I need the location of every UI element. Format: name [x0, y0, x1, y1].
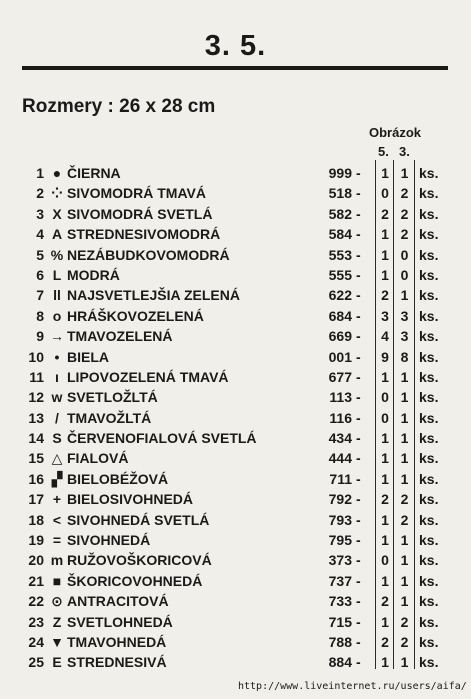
row-number: 22 [28, 593, 44, 610]
row-color-name: NAJSVETLEJŠIA ZELENÁ [67, 287, 240, 304]
table-row [0, 245, 471, 265]
row-unit: ks. [419, 389, 439, 406]
row-qty-5: 1 [381, 368, 389, 385]
row-number: 14 [28, 430, 44, 447]
row-dash: - [356, 307, 361, 324]
row-color-code: 001 [328, 348, 352, 365]
row-color-code: 553 [328, 246, 352, 263]
row-dash: - [356, 205, 361, 222]
row-symbol: < [52, 511, 62, 528]
table-row [0, 550, 471, 570]
row-symbol: ■ [52, 572, 62, 589]
row-color-code: 884 [328, 654, 352, 671]
table-row [0, 469, 471, 489]
row-qty-3: 1 [400, 409, 409, 426]
row-qty-5: 1 [381, 450, 389, 467]
table-row [0, 571, 471, 591]
table-row [0, 428, 471, 448]
row-qty-3: 1 [400, 572, 409, 589]
row-qty-3: 3 [400, 307, 409, 324]
row-symbol: A [51, 226, 63, 243]
row-unit: ks. [419, 633, 439, 650]
row-qty-5: 0 [381, 552, 389, 569]
row-dash: - [356, 328, 361, 345]
row-color-code: 788 [328, 633, 352, 650]
table-row [0, 183, 471, 203]
row-symbol: X [52, 205, 62, 222]
row-unit: ks. [419, 613, 439, 630]
row-unit: ks. [419, 328, 439, 345]
row-number: 9 [36, 328, 44, 345]
row-number: 7 [36, 287, 44, 304]
row-dash: - [356, 389, 361, 406]
row-unit: ks. [419, 552, 439, 569]
row-color-code: 792 [328, 491, 352, 508]
row-qty-5: 1 [381, 613, 389, 630]
row-number: 20 [28, 552, 44, 569]
row-dash: - [356, 470, 361, 487]
table-row [0, 530, 471, 550]
row-symbol: / [55, 409, 59, 426]
row-color-name: BIELOSIVOHNEDÁ [67, 491, 194, 508]
row-qty-3: 1 [400, 430, 409, 447]
row-color-name: MODRÁ [67, 266, 120, 283]
row-qty-5: 1 [381, 572, 389, 589]
row-color-code: 737 [328, 572, 352, 589]
row-color-code: 999 [328, 165, 352, 181]
row-color-code: 373 [328, 552, 352, 569]
table-row [0, 489, 471, 509]
row-color-name: ANTRACITOVÁ [67, 593, 169, 610]
row-number: 16 [28, 470, 44, 487]
row-color-code: 584 [328, 226, 352, 243]
row-number: 4 [36, 226, 44, 243]
row-color-name: SIVOHNEDÁ SVETLÁ [67, 511, 210, 528]
row-qty-5: 2 [381, 205, 389, 222]
row-color-name: LIPOVOZELENÁ TMAVÁ [67, 368, 229, 385]
dimensions-value: 26 x 28 cm [119, 96, 216, 117]
row-number: 15 [28, 450, 44, 467]
column-header-3: 3. [399, 144, 410, 159]
row-qty-3: 2 [400, 633, 409, 650]
row-dash: - [356, 348, 361, 365]
row-qty-5: 9 [381, 348, 389, 365]
row-symbol: = [52, 532, 62, 549]
row-number: 5 [36, 246, 44, 263]
column-group-header: Obrázok [369, 125, 422, 140]
row-qty-3: 1 [400, 532, 409, 549]
row-color-code: 622 [328, 287, 352, 304]
row-symbol: % [50, 246, 64, 263]
row-unit: ks. [419, 368, 439, 385]
title-rule [22, 66, 448, 70]
row-qty-5: 2 [381, 287, 389, 304]
row-dash: - [356, 654, 361, 671]
table-row [0, 408, 471, 428]
row-qty-5: 0 [381, 389, 389, 406]
row-symbol: △ [51, 450, 63, 467]
row-symbol: + [52, 491, 62, 508]
row-symbol: → [50, 328, 64, 345]
row-dash: - [356, 287, 361, 304]
row-dash: - [356, 368, 361, 385]
row-number: 10 [28, 348, 44, 365]
row-symbol: ▞ [51, 470, 63, 487]
row-number: 6 [36, 266, 44, 283]
row-symbol: ı [55, 368, 59, 385]
row-dash: - [356, 633, 361, 650]
row-qty-3: 0 [400, 266, 409, 283]
row-qty-3: 1 [400, 287, 409, 304]
row-qty-3: 3 [400, 328, 409, 345]
row-qty-5: 1 [381, 246, 389, 263]
row-qty-5: 2 [381, 491, 389, 508]
row-unit: ks. [419, 511, 439, 528]
table-row [0, 224, 471, 244]
row-number: 21 [28, 572, 44, 589]
row-color-code: 711 [329, 470, 352, 487]
row-color-name: SVETLOHNEDÁ [67, 613, 173, 630]
row-color-name: HRÁŠKOVOZELENÁ [67, 307, 204, 324]
row-unit: ks. [419, 348, 439, 365]
row-color-name: ČIERNA [67, 165, 121, 181]
row-dash: - [356, 511, 361, 528]
row-symbol: m [50, 552, 64, 569]
row-unit: ks. [419, 205, 439, 222]
row-qty-5: 1 [381, 654, 389, 671]
row-symbol: ▼ [50, 633, 64, 650]
row-unit: ks. [419, 593, 439, 610]
row-unit: ks. [419, 532, 439, 549]
row-unit: ks. [419, 307, 439, 324]
row-color-code: 582 [328, 205, 352, 222]
row-unit: ks. [419, 430, 439, 447]
row-qty-3: 2 [400, 511, 409, 528]
row-unit: ks. [419, 266, 439, 283]
row-color-name: ŠKORICOVOHNEDÁ [67, 572, 203, 589]
row-dash: - [356, 165, 361, 181]
row-qty-3: 2 [400, 613, 409, 630]
row-number: 8 [36, 307, 44, 324]
row-dash: - [356, 552, 361, 569]
table-row [0, 612, 471, 632]
row-qty-5: 1 [381, 532, 389, 549]
table-row [0, 387, 471, 407]
table-row [0, 448, 471, 468]
row-dash: - [356, 572, 361, 589]
row-symbol: ⁘ [51, 185, 63, 202]
row-qty-3: 1 [400, 593, 409, 610]
row-color-name: BIELA [67, 348, 109, 365]
row-symbol: w [51, 389, 63, 406]
row-color-name: SVETLOŽLTÁ [67, 389, 158, 406]
dimensions-label: Rozmery : [22, 96, 114, 117]
source-url: http://www.liveinternet.ru/users/aifa/ [238, 681, 467, 692]
row-number: 2 [36, 185, 44, 202]
row-qty-3: 1 [400, 450, 409, 467]
color-list [0, 163, 471, 673]
row-color-code: 795 [328, 532, 352, 549]
row-symbol: ⊙ [51, 593, 63, 610]
row-number: 24 [28, 633, 44, 650]
table-row [0, 204, 471, 224]
row-symbol: o [52, 307, 62, 324]
row-qty-3: 1 [400, 470, 409, 487]
row-dash: - [356, 266, 361, 283]
row-symbol: L [52, 266, 62, 283]
row-number: 3 [36, 205, 44, 222]
row-dash: - [356, 246, 361, 263]
row-color-code: 116 [329, 409, 352, 426]
row-symbol: Z [52, 613, 62, 630]
row-color-name: NEZÁBUDKOVOMODRÁ [67, 246, 230, 263]
table-row [0, 306, 471, 326]
row-qty-5: 2 [381, 593, 389, 610]
table-row [0, 285, 471, 305]
row-unit: ks. [419, 491, 439, 508]
table-row [0, 265, 471, 285]
row-qty-5: 1 [381, 165, 389, 181]
row-symbol: ll [53, 287, 61, 304]
row-color-code: 113 [329, 389, 352, 406]
row-color-name: RUŽOVOŠKORICOVÁ [67, 552, 212, 569]
row-color-code: 434 [328, 430, 352, 447]
row-color-name: TMAVOŽLTÁ [67, 409, 152, 426]
row-color-code: 677 [328, 368, 352, 385]
row-number: 12 [28, 389, 44, 406]
row-dash: - [356, 450, 361, 467]
row-number: 17 [28, 491, 44, 508]
row-qty-3: 2 [400, 226, 409, 243]
row-color-name: BIELOBÉŽOVÁ [67, 470, 169, 487]
row-qty-3: 1 [400, 552, 409, 569]
row-qty-3: 1 [400, 654, 409, 671]
row-qty-5: 1 [381, 511, 389, 528]
row-qty-5: 1 [381, 266, 389, 283]
row-color-code: 518 [328, 185, 352, 202]
row-color-code: 715 [328, 613, 352, 630]
column-header-5: 5. [378, 144, 389, 159]
row-dash: - [356, 409, 361, 426]
row-color-name: SIVOMODRÁ TMAVÁ [67, 185, 206, 202]
row-unit: ks. [419, 654, 439, 671]
row-color-name: SIVOHNEDÁ [67, 532, 151, 549]
row-symbol: E [52, 654, 62, 671]
row-color-code: 444 [328, 450, 352, 467]
row-qty-5: 1 [381, 470, 389, 487]
row-qty-5: 1 [381, 430, 389, 447]
row-color-code: 555 [328, 266, 352, 283]
row-dash: - [356, 613, 361, 630]
row-unit: ks. [419, 287, 439, 304]
row-qty-5: 1 [381, 226, 389, 243]
row-number: 11 [29, 368, 44, 385]
row-qty-3: 2 [400, 205, 409, 222]
table-row [0, 591, 471, 611]
row-dash: - [356, 226, 361, 243]
row-color-code: 669 [328, 328, 352, 345]
dimensions-line [22, 96, 215, 118]
row-qty-5: 3 [381, 307, 389, 324]
row-symbol: S [52, 430, 62, 447]
row-color-name: STREDNESIVÁ [67, 654, 167, 671]
table-row [0, 510, 471, 530]
row-unit: ks. [419, 226, 439, 243]
row-color-name: TMAVOZELENÁ [67, 328, 173, 345]
row-qty-3: 1 [400, 165, 409, 181]
row-color-name: FIALOVÁ [67, 450, 129, 467]
row-qty-5: 4 [381, 328, 389, 345]
table-row [0, 326, 471, 346]
row-qty-3: 2 [400, 491, 409, 508]
row-qty-3: 1 [400, 389, 409, 406]
row-number: 25 [28, 654, 44, 671]
row-unit: ks. [419, 409, 439, 426]
row-qty-3: 1 [400, 368, 409, 385]
row-dash: - [356, 593, 361, 610]
row-number: 19 [28, 532, 44, 549]
row-color-code: 793 [328, 511, 352, 528]
row-color-name: ČERVENOFIALOVÁ SVETLÁ [67, 430, 257, 447]
row-number: 13 [28, 409, 44, 426]
row-color-code: 684 [328, 307, 352, 324]
row-color-name: TMAVOHNEDÁ [67, 633, 167, 650]
table-row [0, 632, 471, 652]
row-number: 23 [28, 613, 44, 630]
table-row [0, 347, 471, 367]
page-title: 3. 5. [204, 30, 267, 62]
row-unit: ks. [419, 450, 439, 467]
row-unit: ks. [419, 185, 439, 202]
row-unit: ks. [419, 246, 439, 263]
row-qty-3: 0 [400, 246, 409, 263]
row-dash: - [356, 532, 361, 549]
row-unit: ks. [419, 572, 439, 589]
row-color-name: SIVOMODRÁ SVETLÁ [67, 205, 213, 222]
row-dash: - [356, 185, 361, 202]
row-dash: - [356, 430, 361, 447]
row-number: 18 [28, 511, 44, 528]
row-qty-3: 8 [400, 348, 409, 365]
row-color-code: 733 [328, 593, 352, 610]
row-symbol: • [54, 348, 60, 365]
row-color-name: STREDNESIVOMODRÁ [67, 226, 221, 243]
table-row [0, 367, 471, 387]
table-row [0, 652, 471, 672]
row-unit: ks. [419, 165, 439, 181]
row-symbol: ● [52, 165, 62, 181]
row-qty-5: 2 [381, 633, 389, 650]
row-qty-3: 2 [400, 185, 409, 202]
row-qty-5: 0 [381, 409, 389, 426]
row-qty-5: 0 [381, 185, 389, 202]
row-dash: - [356, 491, 361, 508]
row-unit: ks. [419, 470, 439, 487]
table-row [0, 163, 471, 183]
row-number: 1 [36, 165, 44, 181]
